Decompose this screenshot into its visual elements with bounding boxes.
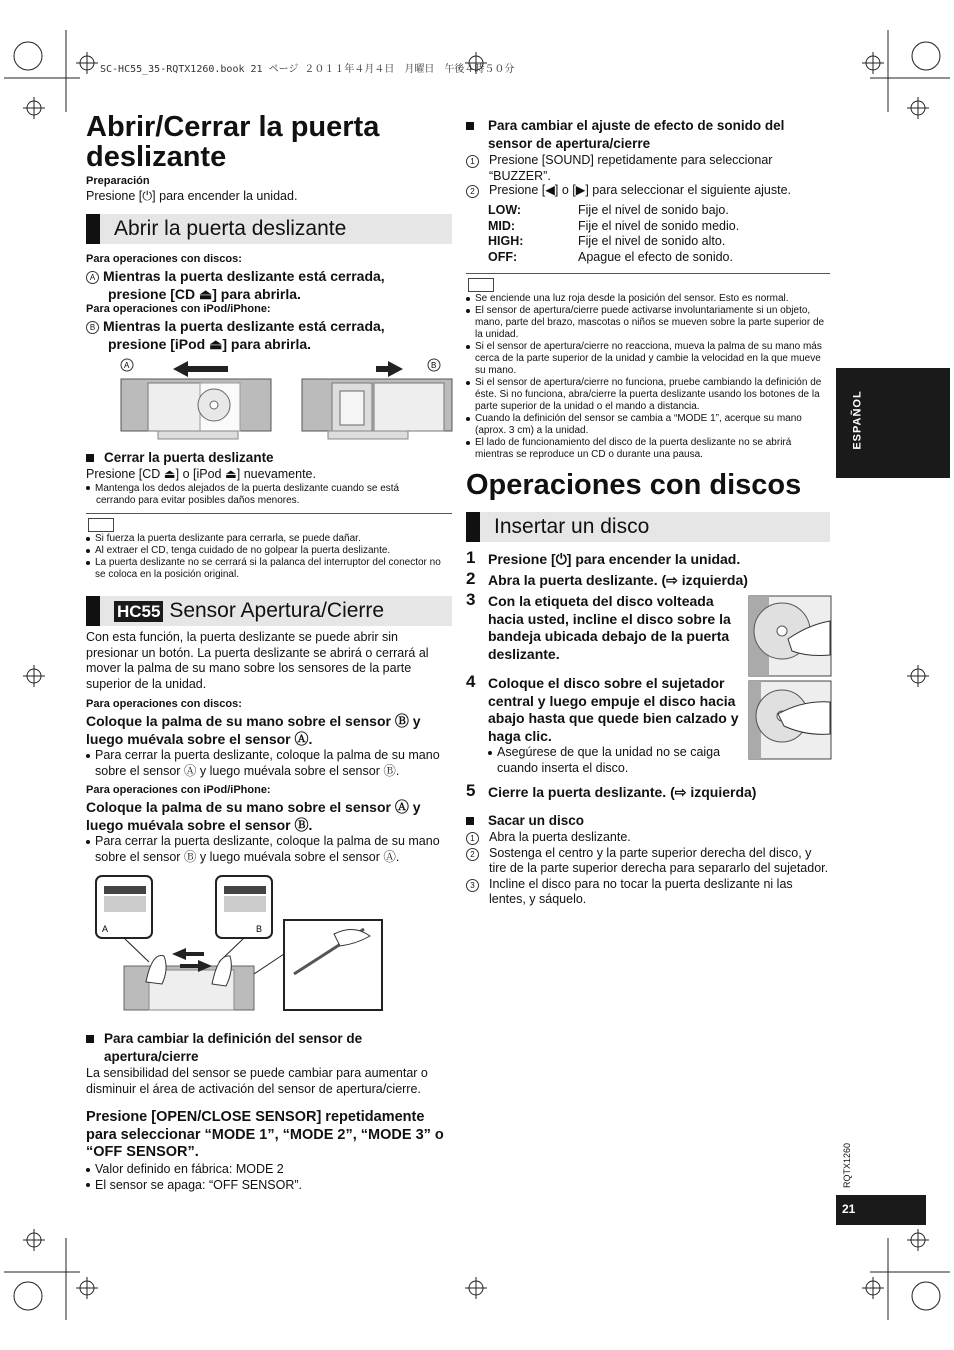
effect-step-2: 2 Presione [◀] o [▶] para seleccionar el siguiente ajuste. (466, 183, 830, 199)
disc-instr: Coloque la palma de su mano sobre el sensor Ⓑ y luego muévala sobre el sensor Ⓐ. (86, 713, 421, 747)
language-tab: ESPAÑOL (836, 368, 950, 478)
page-number: 21 (836, 1195, 926, 1225)
right-notes: Se enciende una luz roja desde la posición del sensor. Esto es normal. El sensor de apertura/cierre puede activarse involuntariamente si un objeto, mano, parte del brazo, mascotas o niños se mueven sobre la parte superior de la unidad. Si el sensor de apertura/cierre no reacciona, mueva la palma de su mano más cerca de la parte superior de la unidad y cambie la velocidad en la que mueve su mano. Si el sensor de apertura/cierre no funciona, pruebe cambiando la definición de éste. Si no funciona, abra/cierre la puerta deslizante usando los botones de la parte superior de la unidad o el mando a distancia. Cuando la definición del sensor se cambia a “MODE 1”, acerque su mano (aprox. 3 cm) a la unidad. El lado de funcionamiento del disco de la puerta deslizante no se abrirá mientras se reproduce un CD o durante una pausa. (466, 293, 830, 461)
close-text: Presione [CD ⏏] o [iPod ⏏] nuevamente. (86, 467, 316, 481)
step-b: B Mientras la puerta deslizante está cerrada, presione [iPod ⏏] para abrirla. (86, 318, 456, 353)
insert-step-4: 4 Coloque el disco sobre el sujetador central y luego empuje el disco hacia abajo hasta que quede bien calzado y haga clic. (466, 672, 739, 744)
step-a: A Mientras la puerta deslizante está cerrada, presione [CD ⏏] para abrirla. (86, 268, 456, 303)
step4-bullet: Asegúrese de que la unidad no se caiga cuando inserta el disco. (488, 745, 738, 776)
section-open-door: Abrir la puerta deslizante (86, 214, 452, 244)
ipod-ops-label: Para operaciones con iPod/iPhone: (86, 303, 271, 315)
insert-step-3: 3 Con la etiqueta del disco volteada hacia usted, incline el disco sobre la bandeja ubicada debajo de la puerta deslizante. (466, 590, 731, 662)
insert-step-5: 5 Cierre la puerta deslizante. (⇨ izquierda) (466, 781, 757, 800)
disc-ops-title: Operaciones con discos (466, 469, 802, 501)
close-heading: Cerrar la puerta deslizante (86, 449, 274, 467)
sensor-bullets: Valor definido en fábrica: MODE 2 El sensor se apaga: “OFF SENSOR”. (86, 1162, 452, 1193)
note-book-icon (88, 518, 114, 532)
remove-heading: Sacar un disco (466, 812, 584, 830)
fig-label-b: B (256, 924, 263, 934)
insert-step-1: 1 Presione [⏻] para encender la unidad. (466, 548, 741, 567)
remove-steps: 1 Abra la puerta deslizante. 2 Sostenga el centro y la parte superior derecha del disco, y tire de la parte superior derecha para separarlo del sujetador. 3 Incline el disco para no tocar la puerta deslizante ni las lentes, y sáquelo. (466, 830, 830, 908)
close-bullet: Mantenga los dedos alejados de la puerta deslizante cuando se está cerrando para evitar posibles daños menores. (86, 483, 456, 507)
note-rule-right (466, 273, 830, 274)
book-header: SC-HC55_35-RQTX1260.book 21 ページ ２０１１年４月４日 月曜日 午後４時５０分 (100, 64, 515, 75)
disc-bullet: Para cerrar la puerta deslizante, coloque la palma de su mano sobre el sensor Ⓐ y luego muévala sobre el sensor Ⓑ. (86, 748, 456, 779)
ipod-instr: Coloque la palma de su mano sobre el sensor Ⓐ y luego muévala sobre el sensor Ⓑ. (86, 799, 421, 833)
effect-heading: Para cambiar el ajuste de efecto de sonido del sensor de apertura/cierre (466, 117, 830, 152)
note-book-icon-right (468, 278, 494, 292)
sensor-intro: Con esta función, la puerta deslizante se puede abrir sin presionar un botón. La puerta deslizante se abrirá o cerrará al mover la palma de su mano sobre los sensores de la parte superior de la unidad. (86, 630, 429, 691)
circle-a-icon: A (86, 271, 99, 284)
ipod-ops-label-2: Para operaciones con iPod/iPhone: (86, 784, 271, 796)
sensitivity-heading: Para cambiar la definición del sensor de apertura/cierre (86, 1030, 456, 1065)
effect-step-1: 1 Presione [SOUND] repetidamente para seleccionar “BUZZER”. (466, 153, 830, 184)
sound-levels: LOW: Fije el nivel de sonido bajo. MID: Fije el nivel de sonido medio. HIGH: Fije el nivel de sonido alto. OFF: Apague el efecto de sonido. (488, 203, 740, 264)
left-notes: Si fuerza la puerta deslizante para cerrarla, se puede dañar. Al extraer el CD, tenga cuidado de no golpear la puerta deslizante. La puerta deslizante no se cerrará si la palanca del interruptor del conector no se coloca en la posición original. (86, 533, 452, 581)
prep-label: Preparación (86, 175, 150, 187)
insert-step-2: 2 Abra la puerta deslizante. (⇨ izquierda) (466, 569, 748, 588)
disc-ops-label-2: Para operaciones con discos: (86, 698, 242, 710)
circle-b-icon: B (86, 321, 99, 334)
press-sensor-instr: Presione [OPEN/CLOSE SENSOR] repetidamente para seleccionar “MODE 1”, “MODE 2”, “MODE 3” o “OFF SENSOR”. (86, 1109, 444, 1160)
svg-text:A: A (124, 361, 130, 370)
prep-text: Presione [⏻] para encender la unidad. (86, 189, 298, 203)
insert-disc-figure-1 (748, 595, 832, 677)
disc-ops-label: Para operaciones con discos: (86, 253, 242, 265)
fig-label-a: A (102, 924, 109, 934)
ipod-bullet: Para cerrar la puerta deslizante, coloque la palma de su mano sobre el sensor Ⓑ y luego muévala sobre el sensor Ⓐ. (86, 834, 456, 865)
sensitivity-text: La sensibilidad del sensor se puede cambiar para aumentar o disminuir el área de activación del sensor de apertura/cierre. (86, 1066, 428, 1096)
left-title: Abrir/Cerrar la puerta deslizante (86, 111, 380, 173)
sensor-figure (94, 874, 386, 1016)
section-insert-disc: Insertar un disco (466, 512, 830, 542)
svg-text:B: B (431, 361, 437, 370)
hc55-badge: HC55 (114, 601, 163, 622)
doc-code: RQTX1260 (842, 1142, 852, 1188)
insert-disc-figure-2 (748, 680, 832, 760)
section-sensor: HC55 Sensor Apertura/Cierre (86, 596, 452, 626)
note-rule (86, 513, 452, 514)
door-open-figure (118, 355, 454, 445)
